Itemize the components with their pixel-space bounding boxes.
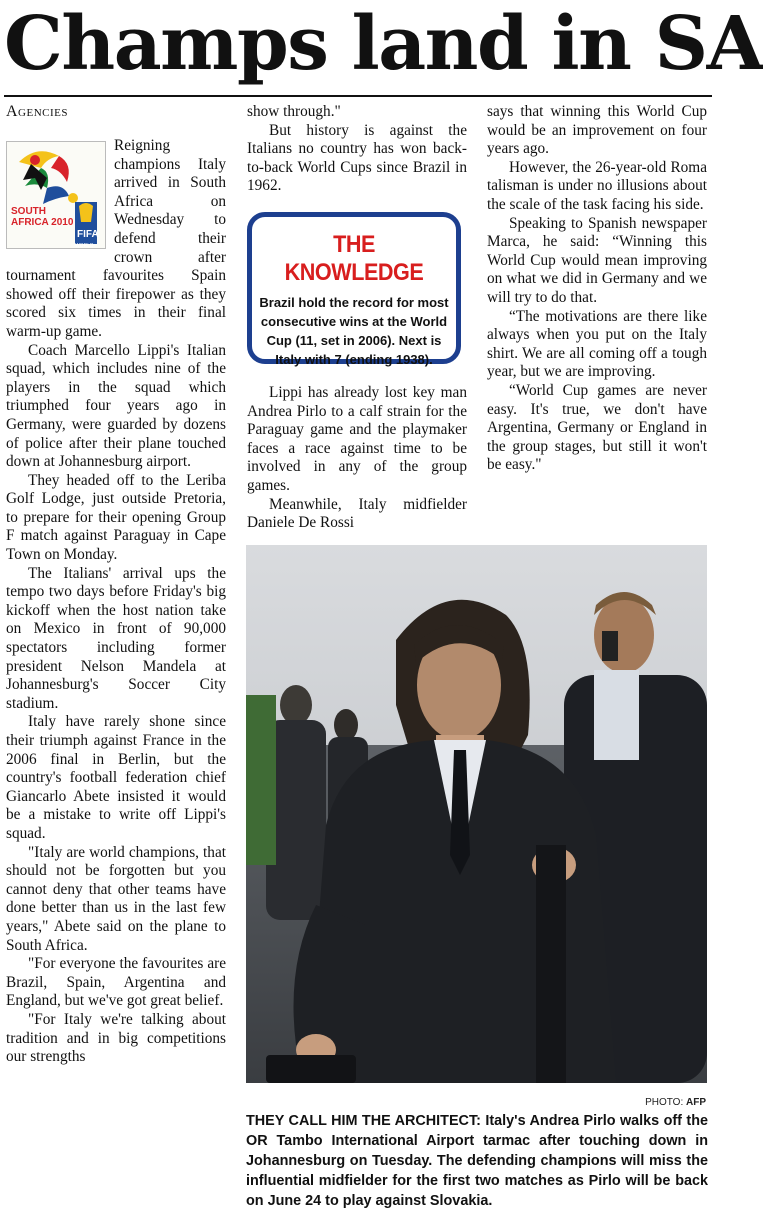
logo-text: [11, 206, 73, 228]
paragraph: Speaking to Spanish newspaper Marca, he said: “Winning this World Cup would mean improving on what we did in Germany and we will try to do that.: [487, 214, 707, 306]
paragraph: The Italians' arrival ups the tempo two days before Friday's big kickoff when the host nation take on Mexico in front of 90,000 spectators including former president Nelson Mandela at Johannesburg's Soccer City stadium.: [6, 564, 226, 712]
photo-credit-source: AFP: [686, 1097, 706, 1108]
article-column-2-bottom: [247, 384, 467, 533]
article-column-2-top: [247, 103, 467, 196]
paragraph: Meanwhile, Italy midfielder Daniele De Rossi: [247, 495, 467, 532]
pirlo-airport-photo: [246, 545, 707, 1083]
paragraph: "For Italy we're talking about tradition and in big competitions our strengths: [6, 1010, 226, 1066]
paragraph: But history is against the Italians no country has won back-to-back World Cups since Brazil in 1962.: [247, 121, 467, 195]
paragraph: “World Cup games are never easy. It's true, we don't have Argentina, Germany or England in the group stages, but still it won't be easy.": [487, 381, 707, 474]
paragraph: Reigning champions Italy arrived in South Africa on Wednesday to defend their crown after tournament favourites Spain showed off their firepower as they scored six times in their final warm-up game.: [6, 137, 226, 340]
world-cup-2010-logo: [6, 141, 106, 268]
paragraph: "For everyone the favourites are Brazil, Spain, Argentina and England, but we've got great belief.: [6, 955, 226, 1010]
logo-text-line2: AFRICA 2010: [11, 217, 74, 228]
paragraph: says that winning this World Cup would be an improvement on four years ago.: [487, 103, 707, 158]
paragraph: “The motivations are there like always when you put on the Italy shirt. We are all coming off a tough year, but we are improving.: [487, 307, 707, 381]
knowledge-title: THE KNOWLEDGE: [284, 231, 424, 286]
paragraph: Lippi has already lost key man Andrea Pirlo to a calf strain for the Paraguay game and the playmaker faces a race against time to be involved in any of the group games.: [247, 384, 467, 494]
headline-rule: [4, 95, 712, 97]
photo-credit-label: PHOTO:: [645, 1097, 684, 1108]
headline: Champs land in SA: [4, 1, 763, 87]
article-column-3: [487, 103, 707, 475]
knowledge-body: Brazil hold the record for most consecutive wins at the World Cup (11, set in 2006). Next is Italy with 7 (ending 1938).: [259, 295, 449, 367]
article-column-1: [6, 137, 226, 1067]
byline: Agencies: [6, 103, 68, 120]
paragraph: Italy have rarely shone since their triumph against France in the 2006 final in Berlin, but the country's football federation chief Giancarlo Abete insisted it would be a mistake to write off Lippi's squad.: [6, 713, 226, 842]
paragraph: show through.": [247, 103, 341, 120]
logo-text-line1: SOUTH: [11, 206, 46, 217]
photo-credit: [645, 1097, 706, 1108]
photo-caption: THEY CALL HIM THE ARCHITECT: Italy's Andrea Pirlo walks off the OR Tambo International Airport tarmac after touching down in Johannesburg on Tuesday. The defending champions will miss the influential midfielder for the first two matches as Pirlo will be back on June 24 to play against Slovakia.: [246, 1113, 708, 1209]
news-photo: [246, 545, 707, 1083]
paragraph: "Italy are world champions, that should not be forgotten but you cannot deny that other teams have done better than us in the last few years," Abete said on the plane to South Africa.: [6, 843, 226, 954]
world-cup-text: WORLD CUP: [75, 243, 94, 268]
fifa-text: FIFA: [77, 229, 99, 240]
paragraph: However, the 26-year-old Roma talisman is under no illusions about the scale of the task facing his side.: [487, 158, 707, 213]
knowledge-box: [247, 212, 461, 367]
paragraph: Coach Marcello Lippi's Italian squad, which includes nine of the players in the squad which triumphed four years ago in Germany, were guarded by dozens of police after their plane touched down at Johannesburg airport.: [6, 341, 226, 471]
paragraph: They headed off to the Leriba Golf Lodge, just outside Pretoria, to prepare for their opening Group F match against Paraguay in Cape Town on Monday.: [6, 471, 226, 564]
